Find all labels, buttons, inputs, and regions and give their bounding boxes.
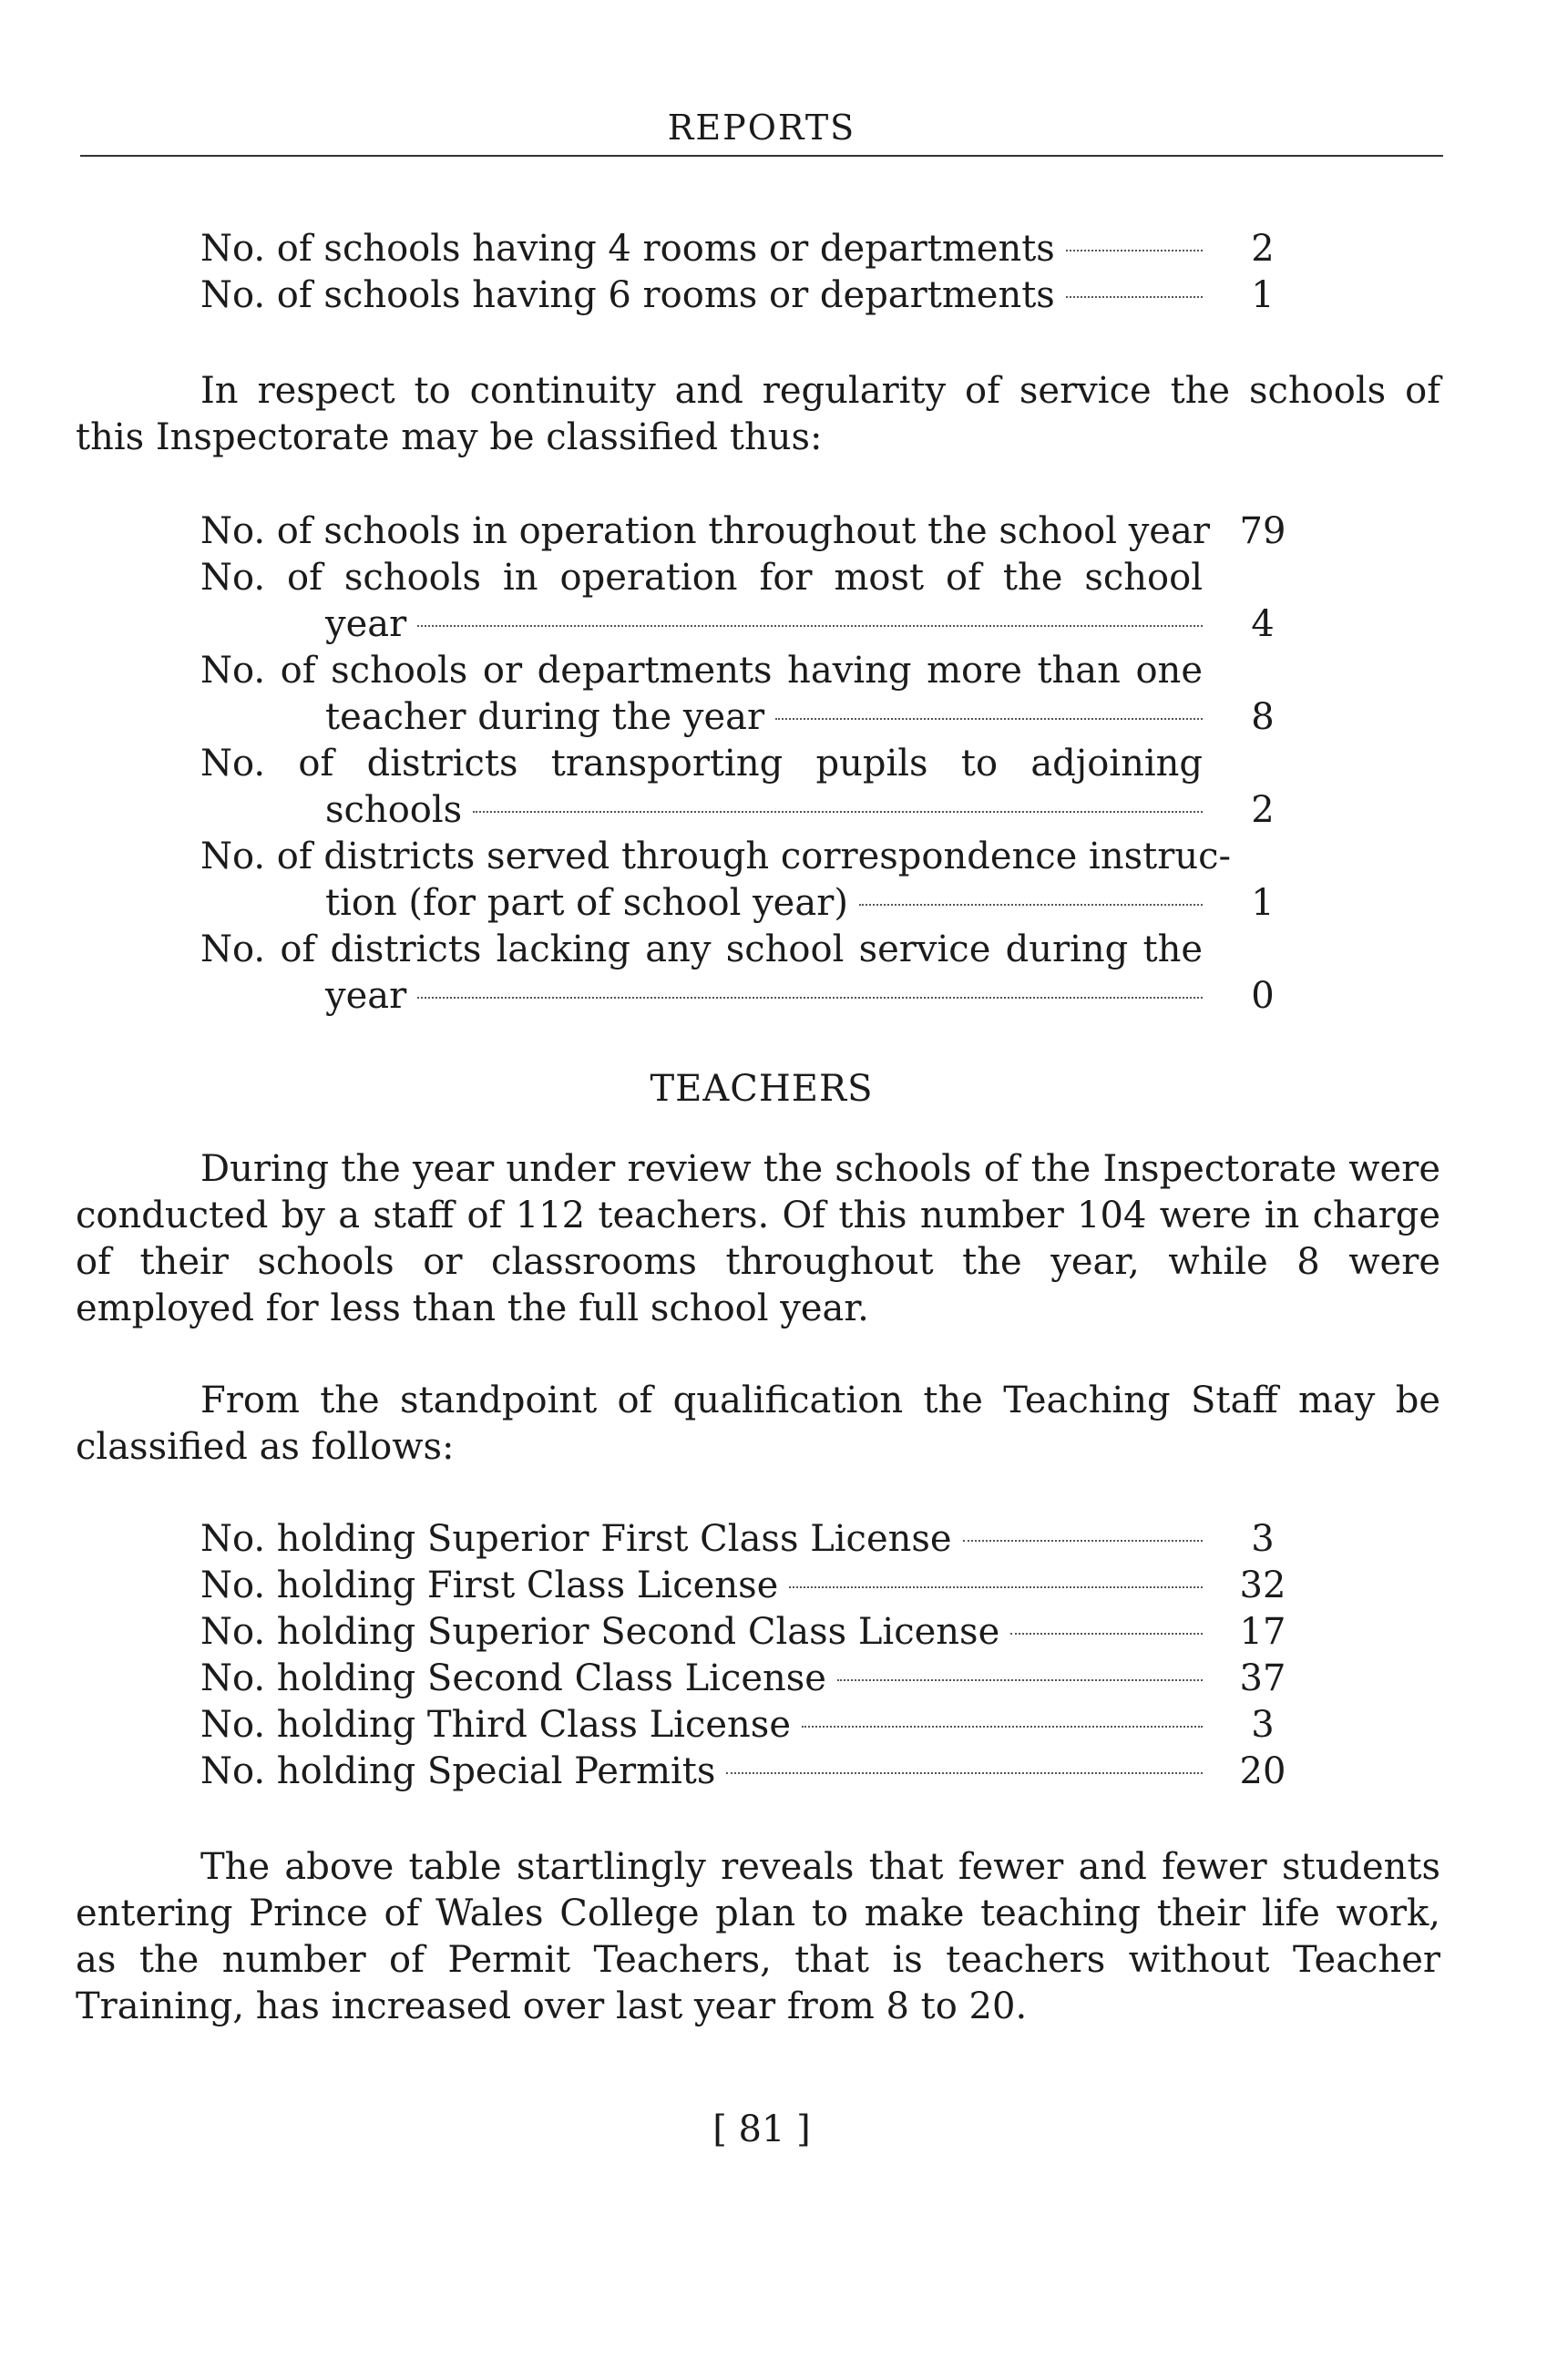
dot-leader xyxy=(473,811,1203,813)
section-title: TEACHERS xyxy=(650,1068,874,1110)
closing-paragraph: The above table startlingly reveals that fewer and fewer students entering Prince of Wales College plan to make teaching their life work, as the number of Permit Teachers, that is teachers without Teacher Training, has increased over last year from 8 to 20. xyxy=(76,1846,1440,2027)
stat-row xyxy=(200,1609,1323,1656)
stat-value: 37 xyxy=(1239,1657,1286,1699)
dot-leader xyxy=(775,718,1203,720)
stat-row xyxy=(200,226,1323,272)
qualification-intro: From the standpoint of qualification the Teaching Staff may be classified as follows: xyxy=(76,1380,1440,1468)
stat-label: No. of schools or departments having more than one xyxy=(200,650,1203,692)
stat-label: No. of schools having 4 rooms or departments xyxy=(200,228,1055,270)
stat-value: 4 xyxy=(1251,603,1275,645)
stat-label: No. of districts transporting pupils to adjoining xyxy=(200,743,1203,785)
stat-value: 1 xyxy=(1251,274,1275,316)
dot-leader xyxy=(1010,1633,1203,1635)
stat-row xyxy=(200,834,1323,927)
stat-label: No. holding Superior First Class License xyxy=(200,1518,952,1560)
stat-label: No. holding Third Class License xyxy=(200,1704,792,1746)
stat-row xyxy=(200,1516,1323,1563)
stat-value: 2 xyxy=(1251,228,1275,270)
stat-row xyxy=(200,508,1323,555)
stat-row xyxy=(200,555,1323,648)
rooms-list xyxy=(200,226,1323,319)
dot-leader xyxy=(1066,296,1203,298)
stat-label: No. of districts served through correspondence instruc- xyxy=(200,836,1231,877)
stat-row xyxy=(200,1563,1323,1609)
stat-row xyxy=(200,1749,1323,1795)
dot-leader xyxy=(802,1726,1203,1728)
stat-label-continued: year xyxy=(325,975,407,1017)
dot-leader xyxy=(789,1586,1203,1588)
page-number: [ 81 ] xyxy=(712,2108,811,2150)
dot-leader xyxy=(837,1679,1203,1681)
stat-label: No. of districts lacking any school service during the xyxy=(200,928,1203,970)
stat-value: 0 xyxy=(1251,975,1275,1017)
stat-value: 1 xyxy=(1251,882,1275,924)
stat-label-continued: tion (for part of school year) xyxy=(325,882,848,924)
stat-label: No. holding Superior Second Class License xyxy=(200,1611,1000,1653)
dot-leader xyxy=(417,625,1203,627)
continuity-intro: In respect to continuity and regularity of service the schools of this Inspectorate may be classified thus: xyxy=(76,370,1440,458)
dot-leader xyxy=(963,1540,1203,1542)
stat-row xyxy=(200,1702,1323,1749)
stat-row xyxy=(200,1656,1323,1702)
stat-label-continued: year xyxy=(325,603,407,645)
stat-label: No. holding Second Class License xyxy=(200,1657,826,1699)
stat-value: 3 xyxy=(1251,1518,1275,1560)
teachers-paragraph: During the year under review the schools of the Inspectorate were conducted by a staff of 112 teachers. Of this number 104 were in charge of their schools or classrooms throughout the year, while 8 were employed for less than the full school year. xyxy=(76,1148,1440,1329)
continuity-list xyxy=(200,508,1323,1020)
dot-leader xyxy=(417,997,1203,999)
stat-value: 3 xyxy=(1251,1704,1275,1746)
stat-label: No. of schools in operation throughout the school year xyxy=(200,510,1210,552)
dot-leader xyxy=(726,1772,1203,1774)
stat-value: 20 xyxy=(1239,1750,1286,1792)
dot-leader xyxy=(859,904,1203,906)
dot-leader xyxy=(1066,250,1203,251)
stat-label: No. holding First Class License xyxy=(200,1564,779,1606)
stat-row xyxy=(200,648,1323,741)
page-header: REPORTS xyxy=(667,108,856,148)
stat-label: No. of schools in operation for most of the school xyxy=(200,557,1203,599)
qualification-list xyxy=(200,1516,1323,1795)
stat-value: 17 xyxy=(1239,1611,1286,1653)
stat-label-continued: teacher during the year xyxy=(325,696,765,738)
header-rule xyxy=(80,155,1443,157)
stat-value: 8 xyxy=(1251,696,1275,738)
stat-row xyxy=(200,741,1323,834)
stat-value: 2 xyxy=(1251,789,1275,831)
stat-value: 32 xyxy=(1239,1564,1286,1606)
stat-row xyxy=(200,927,1323,1020)
stat-label: No. holding Special Permits xyxy=(200,1750,716,1792)
stat-value: 79 xyxy=(1239,510,1286,552)
stat-row xyxy=(200,272,1323,319)
stat-label-continued: schools xyxy=(325,789,463,831)
stat-label: No. of schools having 6 rooms or departments xyxy=(200,274,1055,316)
